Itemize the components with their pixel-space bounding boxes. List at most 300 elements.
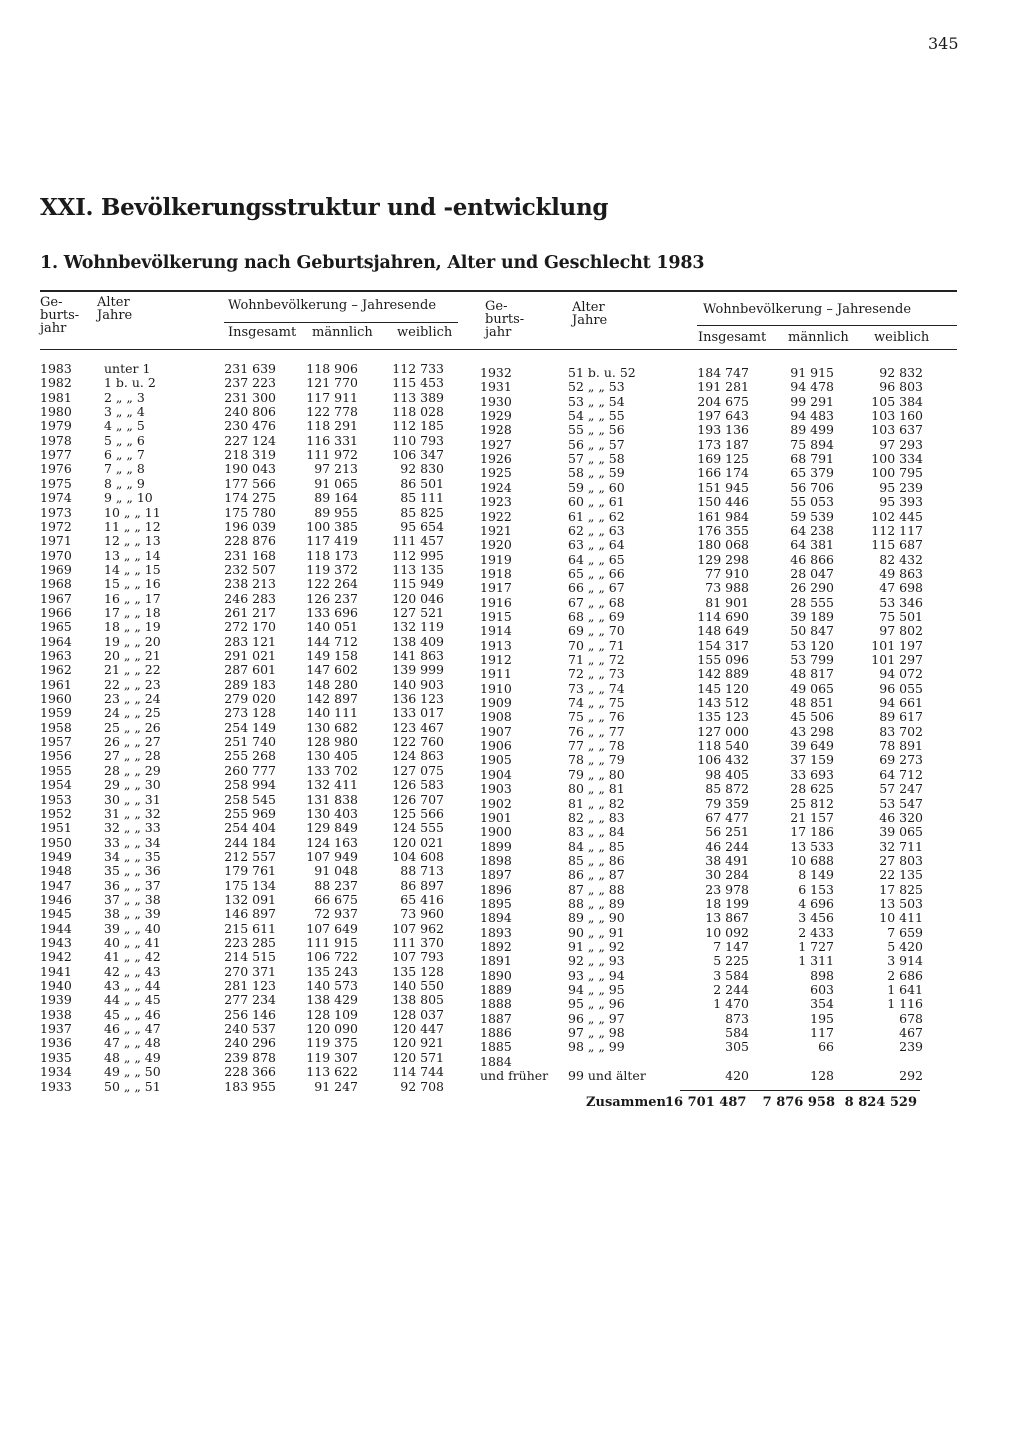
cell-weiblich: 85 111 [400, 490, 444, 506]
cell-alter: 52 „ „ 53 [568, 379, 625, 395]
cell-insgesamt: 255 969 [224, 805, 276, 821]
table-row [0, 1055, 1024, 1069]
cell-alter: 55 „ „ 56 [568, 422, 625, 438]
cell-maennlich: 37 159 [790, 752, 834, 768]
cell-alter: 91 „ „ 92 [568, 939, 625, 954]
table-row [0, 624, 1024, 638]
table-row [0, 854, 1024, 868]
cell-weiblich: 113 389 [392, 389, 444, 405]
cell-geburtsjahr: 1962 [40, 662, 72, 678]
cell-alter: 88 „ „ 89 [568, 895, 625, 911]
cell-maennlich: 122 264 [306, 576, 358, 592]
cell-insgesamt: 190 043 [224, 461, 276, 477]
cell-maennlich: 56 706 [790, 479, 834, 495]
cell-insgesamt: 246 283 [224, 590, 276, 606]
table-row [0, 883, 1024, 897]
cell-alter: 73 „ „ 74 [568, 680, 625, 696]
cell-insgesamt: 230 476 [224, 418, 276, 434]
cell-maennlich: 121 770 [306, 375, 358, 391]
cell-maennlich: 140 051 [306, 619, 358, 635]
cell-alter: 35 „ „ 36 [104, 863, 161, 879]
cell-weiblich: 120 921 [392, 1035, 444, 1051]
cell-insgesamt: 155 096 [697, 652, 749, 667]
table-row [0, 969, 1024, 983]
cell-geburtsjahr: 1973 [40, 504, 72, 520]
cell-weiblich: 78 891 [879, 738, 923, 754]
table-row [0, 911, 1024, 925]
table-row [0, 1012, 1024, 1026]
table-row [0, 581, 1024, 595]
table-row [0, 639, 1024, 653]
cell-maennlich: 45 506 [790, 709, 834, 725]
cell-geburtsjahr: 1938 [40, 1006, 72, 1022]
cell-weiblich: 22 135 [879, 867, 923, 883]
cell-alter: 90 „ „ 91 [568, 924, 625, 940]
cell-maennlich: 28 625 [790, 781, 834, 797]
cell-weiblich: 120 447 [392, 1021, 444, 1037]
cell-weiblich: 1 116 [887, 996, 923, 1012]
cell-alter: 81 „ „ 82 [568, 795, 625, 811]
table-row [0, 997, 1024, 1011]
cell-alter: 46 „ „ 47 [104, 1021, 161, 1037]
cell-geburtsjahr: 1935 [40, 1049, 72, 1065]
cell-weiblich: 107 962 [392, 920, 444, 936]
cell-geburtsjahr: 1956 [40, 748, 72, 764]
cell-geburtsjahr: 1953 [40, 791, 72, 807]
cell-geburtsjahr: 1955 [40, 762, 72, 778]
cell-maennlich: 89 164 [314, 490, 358, 506]
table-row [0, 596, 1024, 610]
cell-alter: 29 „ „ 30 [104, 777, 161, 793]
cell-alter: 79 „ „ 80 [568, 766, 625, 782]
cell-maennlich: 128 [810, 1068, 834, 1084]
cell-geburtsjahr: 1890 [480, 967, 512, 983]
cell-geburtsjahr: 1920 [480, 537, 512, 553]
table-row [0, 696, 1024, 710]
cell-maennlich: 59 539 [790, 508, 834, 524]
cell-geburtsjahr: 1887 [480, 1010, 512, 1026]
cell-maennlich: 106 722 [306, 949, 358, 965]
cell-weiblich: 239 [899, 1039, 923, 1055]
cell-weiblich: 100 795 [871, 465, 923, 481]
header-geburtsjahr-line-3: jahr [40, 321, 67, 336]
cell-maennlich: 10 688 [790, 852, 834, 868]
cell-insgesamt: 77 910 [705, 565, 749, 581]
cell-insgesamt: 81 901 [705, 594, 749, 610]
cell-weiblich: 95 393 [879, 494, 923, 510]
cell-alter: 53 „ „ 54 [568, 393, 625, 409]
cell-alter: 56 „ „ 57 [568, 436, 625, 452]
cell-weiblich: 92 832 [879, 365, 923, 380]
cell-alter: 32 „ „ 33 [104, 820, 161, 836]
cell-alter: 16 „ „ 17 [104, 590, 161, 606]
cell-weiblich: 111 457 [392, 533, 444, 549]
cell-weiblich: 467 [899, 1025, 923, 1041]
cell-maennlich: 89 499 [790, 422, 834, 438]
cell-geburtsjahr: 1929 [480, 408, 512, 424]
cell-weiblich: 112 117 [871, 522, 923, 538]
cell-alter: 95 „ „ 96 [568, 996, 625, 1012]
table-row [0, 782, 1024, 796]
cell-alter: 14 „ „ 15 [104, 561, 161, 577]
table-row [0, 495, 1024, 509]
cell-insgesamt: 254 149 [224, 719, 276, 735]
cell-geburtsjahr: 1971 [40, 533, 72, 549]
cell-weiblich: 53 547 [879, 795, 923, 811]
cell-insgesamt: 227 124 [224, 432, 276, 448]
cell-geburtsjahr: 1917 [480, 580, 512, 596]
cell-insgesamt: 873 [725, 1010, 749, 1026]
cell-maennlich: 119 372 [306, 561, 358, 577]
cell-weiblich: 75 501 [879, 608, 923, 624]
cell-alter: 40 „ „ 41 [104, 935, 161, 950]
cell-geburtsjahr: 1908 [480, 709, 512, 725]
cell-maennlich: 148 280 [306, 676, 358, 692]
cell-alter: 54 „ „ 55 [568, 408, 625, 424]
cell-maennlich: 133 696 [306, 604, 358, 620]
cell-insgesamt: 18 199 [705, 895, 749, 911]
cell-weiblich: 103 160 [871, 408, 923, 424]
cell-maennlich: 118 291 [306, 418, 358, 434]
cell-insgesamt: 129 298 [697, 551, 749, 567]
cell-maennlich: 117 [810, 1025, 834, 1041]
cell-insgesamt: 106 432 [697, 752, 749, 768]
table-row [0, 926, 1024, 940]
cell-geburtsjahr: 1970 [40, 547, 72, 563]
cell-geburtsjahr: 1948 [40, 863, 72, 879]
cell-insgesamt: 173 187 [697, 436, 749, 452]
cell-geburtsjahr: 1961 [40, 676, 72, 692]
cell-alter: 1 b. u. 2 [104, 375, 156, 391]
cell-maennlich: 603 [810, 982, 834, 998]
table-row [0, 481, 1024, 495]
cell-weiblich: 10 411 [879, 910, 923, 926]
cell-geburtsjahr: 1916 [480, 594, 512, 610]
table-row [0, 1069, 1024, 1083]
cell-geburtsjahr: 1899 [480, 838, 512, 854]
cell-geburtsjahr: 1976 [40, 461, 72, 477]
table-row [0, 553, 1024, 567]
cell-weiblich: 53 346 [879, 594, 923, 610]
cell-maennlich: 97 213 [314, 461, 358, 477]
cell-maennlich: 91 065 [314, 475, 358, 491]
cell-maennlich: 132 411 [306, 777, 358, 793]
cell-weiblich: 65 416 [400, 891, 444, 907]
cell-alter: 6 „ „ 7 [104, 447, 145, 463]
cell-maennlich: 117 419 [306, 533, 358, 549]
cell-maennlich: 118 173 [306, 547, 358, 563]
cell-alter: 24 „ „ 25 [104, 705, 161, 721]
cell-weiblich: 128 037 [392, 1006, 444, 1022]
cell-maennlich: 46 866 [790, 551, 834, 567]
cell-maennlich: 2 433 [798, 924, 834, 940]
table-row [0, 868, 1024, 882]
cell-geburtsjahr: 1909 [480, 695, 512, 711]
cell-insgesamt: 204 675 [697, 393, 749, 409]
cell-geburtsjahr: 1918 [480, 565, 512, 581]
cell-geburtsjahr: 1927 [480, 436, 512, 452]
cell-insgesamt: 13 867 [705, 910, 749, 926]
cell-maennlich: 130 405 [306, 748, 358, 764]
cell-weiblich: 101 197 [871, 637, 923, 653]
cell-insgesamt: 240 806 [224, 404, 276, 420]
cell-maennlich: 91 048 [314, 863, 358, 879]
cell-alter: 36 „ „ 37 [104, 877, 161, 893]
table-title: 1. Wohnbevölkerung nach Geburtsjahren, Alter und Geschlecht 1983 [40, 253, 705, 273]
cell-insgesamt: 166 174 [697, 465, 749, 481]
cell-maennlich: 107 949 [306, 848, 358, 864]
cell-insgesamt: 305 [725, 1039, 749, 1055]
cell-alter: 71 „ „ 72 [568, 652, 625, 667]
cell-insgesamt: 261 217 [224, 604, 276, 620]
cell-insgesamt: 283 121 [224, 633, 276, 649]
cell-weiblich: 120 021 [392, 834, 444, 850]
cell-insgesamt: 218 319 [224, 447, 276, 463]
cell-weiblich: 123 467 [392, 719, 444, 735]
cell-geburtsjahr: 1931 [480, 379, 512, 395]
cell-geburtsjahr: 1966 [40, 604, 72, 620]
table-top-rule [40, 290, 957, 292]
cell-weiblich: 39 065 [879, 824, 923, 840]
cell-alter: 21 „ „ 22 [104, 662, 161, 678]
cell-alter: 49 „ „ 50 [104, 1064, 161, 1080]
header-alter-right [572, 301, 607, 327]
table-row [0, 753, 1024, 767]
table-row [0, 954, 1024, 968]
cell-maennlich: 100 385 [306, 518, 358, 534]
cell-weiblich: 136 123 [392, 691, 444, 707]
cell-weiblich: 92 830 [400, 461, 444, 477]
cell-maennlich: 39 189 [790, 608, 834, 624]
total-label: Zusammen [586, 1095, 666, 1110]
cell-alter: 61 „ „ 62 [568, 508, 625, 524]
cell-weiblich: 13 503 [879, 895, 923, 911]
cell-insgesamt: 291 021 [224, 648, 276, 663]
cell-geburtsjahr: 1958 [40, 719, 72, 735]
header-weiblich-right: weiblich [874, 330, 930, 345]
cell-maennlich: 13 533 [790, 838, 834, 854]
cell-geburtsjahr: 1924 [480, 479, 512, 495]
cell-geburtsjahr: 1895 [480, 895, 512, 911]
cell-alter: 66 „ „ 67 [568, 580, 625, 596]
cell-insgesamt: 73 988 [705, 580, 749, 596]
cell-maennlich: 8 149 [798, 867, 834, 883]
cell-maennlich: 898 [810, 967, 834, 983]
cell-insgesamt: 584 [725, 1025, 749, 1041]
cell-weiblich: 89 617 [879, 709, 923, 725]
cell-insgesamt: 118 540 [697, 738, 749, 754]
cell-maennlich: 119 307 [306, 1049, 358, 1065]
header-maennlich-right: männlich [788, 330, 849, 345]
cell-maennlich: 89 955 [314, 504, 358, 520]
cell-insgesamt: 277 234 [224, 992, 276, 1008]
cell-geburtsjahr: 1921 [480, 522, 512, 538]
cell-alter: 93 „ „ 94 [568, 967, 625, 983]
cell-weiblich: 112 185 [392, 418, 444, 434]
cell-insgesamt: 46 244 [705, 838, 749, 854]
cell-alter: 63 „ „ 64 [568, 537, 625, 553]
cell-insgesamt: 127 000 [697, 723, 749, 739]
cell-weiblich: 112 995 [392, 547, 444, 563]
cell-insgesamt: 3 584 [713, 967, 749, 983]
cell-alter: 92 „ „ 93 [568, 953, 625, 969]
cell-weiblich: 140 903 [392, 676, 444, 692]
cell-geburtsjahr: 1900 [480, 824, 512, 840]
cell-maennlich: 55 053 [790, 494, 834, 510]
header-geburtsjahr-line-1: Ge- [40, 295, 63, 310]
table-row [0, 510, 1024, 524]
cell-alter: 75 „ „ 76 [568, 709, 625, 725]
cell-geburtsjahr: 1950 [40, 834, 72, 850]
cell-weiblich: 127 075 [392, 762, 444, 778]
cell-maennlich: 17 186 [790, 824, 834, 840]
total-weiblich: 8 824 529 [844, 1095, 917, 1110]
cell-insgesamt: 151 945 [697, 479, 749, 495]
cell-weiblich: 46 320 [879, 809, 923, 825]
cell-weiblich: 120 046 [392, 590, 444, 606]
cell-insgesamt: 251 740 [224, 734, 276, 750]
cell-maennlich: 119 375 [306, 1035, 358, 1051]
cell-insgesamt: 143 512 [697, 695, 749, 711]
cell-geburtsjahr: 1889 [480, 982, 512, 998]
cell-alter: 33 „ „ 34 [104, 834, 161, 850]
cell-insgesamt: 161 984 [697, 508, 749, 524]
cell-geburtsjahr: 1945 [40, 906, 72, 922]
cell-insgesamt: 279 020 [224, 691, 276, 707]
cell-geburtsjahr: 1943 [40, 935, 72, 950]
cell-maennlich: 91 247 [314, 1078, 358, 1094]
cell-weiblich: 97 293 [879, 436, 923, 452]
cell-geburtsjahr: 1930 [480, 393, 512, 409]
cell-alter: 69 „ „ 70 [568, 623, 625, 639]
cell-alter: 62 „ „ 63 [568, 522, 625, 538]
cell-weiblich: 135 128 [392, 963, 444, 979]
cell-alter: 72 „ „ 73 [568, 666, 625, 682]
cell-geburtsjahr: 1891 [480, 953, 512, 969]
cell-geburtsjahr: 1972 [40, 518, 72, 534]
cell-weiblich: 115 949 [392, 576, 444, 592]
cell-alter: 22 „ „ 23 [104, 676, 161, 692]
cell-geburtsjahr: 1913 [480, 637, 512, 653]
cell-weiblich: 106 347 [392, 447, 444, 463]
cell-weiblich: 113 135 [392, 561, 444, 577]
cell-alter: 2 „ „ 3 [104, 389, 145, 405]
cell-weiblich: 111 370 [392, 935, 444, 950]
table-row [0, 811, 1024, 825]
header-insgesamt-left: Insgesamt [228, 325, 297, 340]
cell-alter: 26 „ „ 27 [104, 734, 161, 750]
cell-geburtsjahr: und früher [480, 1068, 549, 1084]
cell-weiblich: 96 055 [879, 680, 923, 696]
cell-weiblich: 49 863 [879, 565, 923, 581]
cell-maennlich: 138 429 [306, 992, 358, 1008]
cell-weiblich: 32 711 [879, 838, 923, 854]
cell-alter: 68 „ „ 69 [568, 608, 625, 624]
table-row [0, 739, 1024, 753]
cell-insgesamt: 289 183 [224, 676, 276, 692]
cell-maennlich: 142 897 [306, 691, 358, 707]
cell-maennlich: 129 849 [306, 820, 358, 836]
cell-maennlich: 49 065 [790, 680, 834, 696]
table-row [0, 653, 1024, 667]
header-alter-line-2: Jahre [97, 308, 133, 323]
cell-weiblich: 47 698 [879, 580, 923, 596]
cell-alter: 74 „ „ 75 [568, 695, 625, 711]
table-row [0, 940, 1024, 954]
cell-geburtsjahr: 1963 [40, 648, 72, 663]
cell-maennlich: 28 555 [790, 594, 834, 610]
table-row [0, 366, 1024, 380]
cell-alter: 86 „ „ 87 [568, 867, 625, 883]
cell-insgesamt: 244 184 [224, 834, 276, 850]
cell-weiblich: 127 521 [392, 604, 444, 620]
table-row [0, 610, 1024, 624]
cell-alter: 17 „ „ 18 [104, 604, 161, 620]
cell-maennlich: 68 791 [790, 451, 834, 467]
header-geburtsjahr-line-2: burts- [40, 308, 80, 323]
table-row [0, 682, 1024, 696]
header-weiblich-left: weiblich [397, 325, 453, 340]
cell-alter: 44 „ „ 45 [104, 992, 161, 1008]
cell-alter: 10 „ „ 11 [104, 504, 161, 520]
cell-maennlich: 26 290 [790, 580, 834, 596]
cell-maennlich: 94 478 [790, 379, 834, 395]
cell-geburtsjahr: 1964 [40, 633, 72, 649]
cell-insgesamt: 240 296 [224, 1035, 276, 1051]
table-row [0, 423, 1024, 437]
cell-insgesamt: 273 128 [224, 705, 276, 721]
cell-geburtsjahr: 1957 [40, 734, 72, 750]
cell-weiblich: 2 686 [887, 967, 923, 983]
cell-alter: 11 „ „ 12 [104, 518, 161, 534]
header-geburtsjahr-right [485, 300, 524, 339]
cell-weiblich: 85 825 [400, 504, 444, 520]
cell-maennlich: 131 838 [306, 791, 358, 807]
cell-alter: 47 „ „ 48 [104, 1035, 161, 1051]
cell-maennlich: 25 812 [790, 795, 834, 811]
cell-weiblich: 95 239 [879, 479, 923, 495]
cell-weiblich: 125 566 [392, 805, 444, 821]
cell-geburtsjahr: 1897 [480, 867, 512, 883]
cell-geburtsjahr: 1932 [480, 365, 512, 380]
cell-geburtsjahr: 1884 [480, 1053, 512, 1069]
cell-weiblich: 97 802 [879, 623, 923, 639]
cell-maennlich: 64 238 [790, 522, 834, 538]
cell-maennlich: 122 778 [306, 404, 358, 420]
cell-insgesamt: 197 643 [697, 408, 749, 424]
cell-insgesamt: 5 225 [713, 953, 749, 969]
cell-alter: 89 „ „ 90 [568, 910, 625, 926]
cell-maennlich: 99 291 [790, 393, 834, 409]
cell-geburtsjahr: 1905 [480, 752, 512, 768]
cell-weiblich: 92 708 [400, 1078, 444, 1094]
cell-weiblich: 88 713 [400, 863, 444, 879]
cell-geburtsjahr: 1974 [40, 490, 72, 506]
table-row [0, 395, 1024, 409]
cell-alter: 51 b. u. 52 [568, 365, 636, 380]
cell-weiblich: 83 702 [879, 723, 923, 739]
cell-alter: 15 „ „ 16 [104, 576, 161, 592]
cell-maennlich: 21 157 [790, 809, 834, 825]
cell-alter: 64 „ „ 65 [568, 551, 625, 567]
table-row [0, 567, 1024, 581]
cell-weiblich: 27 803 [879, 852, 923, 868]
cell-weiblich: 112 733 [392, 361, 444, 376]
cell-weiblich: 126 707 [392, 791, 444, 807]
cell-insgesamt: 281 123 [224, 978, 276, 994]
cell-maennlich: 66 675 [314, 891, 358, 907]
cell-insgesamt: 148 649 [697, 623, 749, 639]
